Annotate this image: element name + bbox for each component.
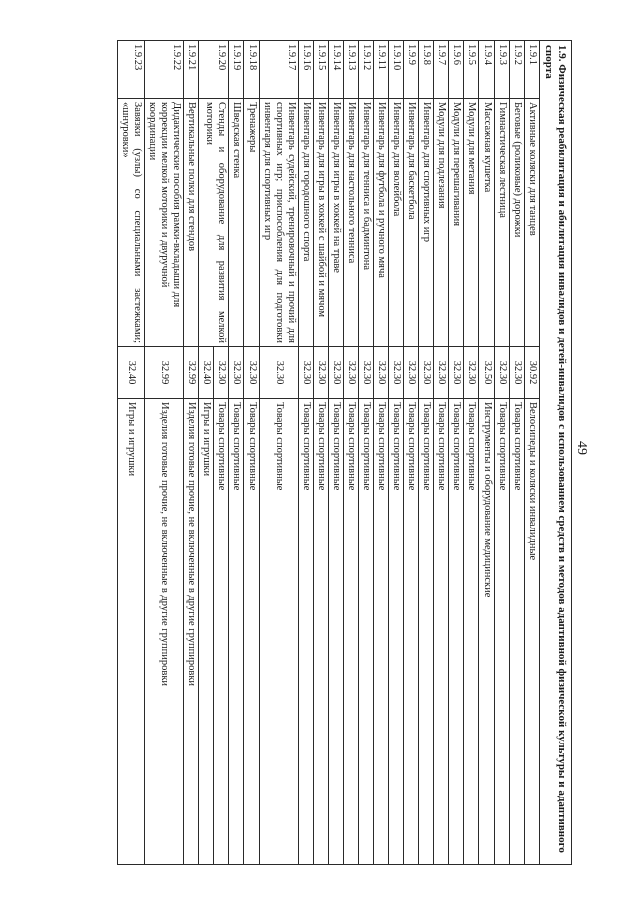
rotated-table-sheet (52, 40, 572, 864)
row-name: Инвентарь для волейбола (389, 99, 404, 347)
row-okpd-code: 32.30 (298, 347, 313, 399)
row-name: Модули для подлезания (434, 99, 449, 347)
row-code: 1.9.3 (494, 41, 509, 99)
row-name: Стенды и оборудование для развития мелкой моторики (199, 99, 229, 347)
row-okpd-code: 32.30 (434, 347, 449, 399)
row-group: Товары спортивные (389, 399, 404, 865)
row-code: 1.9.20 (199, 41, 229, 99)
row-group: Товары спортивные (358, 399, 373, 865)
row-code: 1.9.6 (449, 41, 464, 99)
row-name: Шведская стенка (229, 99, 244, 347)
row-group: Товары спортивные (313, 399, 328, 865)
table-row (313, 41, 328, 865)
row-code: 1.9.11 (374, 41, 389, 99)
table-row (404, 41, 419, 865)
row-name: Активные коляски для танцев (524, 99, 539, 347)
row-group: Товары спортивные (259, 399, 298, 865)
row-group: Товары спортивные (244, 399, 259, 865)
row-code: 1.9.4 (479, 41, 494, 99)
row-okpd-code: 32.30 (313, 347, 328, 399)
row-code: 1.9.21 (184, 41, 199, 99)
row-name: Инвентарь для настольного тенниса (343, 99, 358, 347)
row-okpd-code: 32.30 (244, 347, 259, 399)
row-code: 1.9.5 (464, 41, 479, 99)
table-row (358, 41, 373, 865)
row-okpd-code: 32.30 (404, 347, 419, 399)
row-name: Инвентарь для футбола и ручного мяча (374, 99, 389, 347)
row-okpd-code: 32.30 (358, 347, 373, 399)
row-code: 1.9.7 (434, 41, 449, 99)
row-code: 1.9.22 (145, 41, 184, 99)
table-row (374, 41, 389, 865)
table-row (494, 41, 509, 865)
table-row (117, 41, 144, 865)
row-group: Велосипеды и коляски инвалидные (524, 399, 539, 865)
row-group: Товары спортивные (509, 399, 524, 865)
row-okpd-code: 32.40 (117, 347, 144, 399)
row-name: Беговые (роликовые) дорожки (509, 99, 524, 347)
row-okpd-code: 32.30 (229, 347, 244, 399)
row-name: Инвентарь для баскетбола (404, 99, 419, 347)
row-name: Инвентарь для городошного спорта (298, 99, 313, 347)
table-row (434, 41, 449, 865)
row-code: 1.9.12 (358, 41, 373, 99)
row-group: Товары спортивные (449, 399, 464, 865)
row-okpd-code: 32.30 (464, 347, 479, 399)
table-row (509, 41, 524, 865)
row-okpd-code: 32.30 (259, 347, 298, 399)
row-code: 1.9.8 (419, 41, 434, 99)
row-code: 1.9.10 (389, 41, 404, 99)
row-name: Модули для перешагивания (449, 99, 464, 347)
row-okpd-code: 32.30 (328, 347, 343, 399)
page-number: 49 (574, 441, 589, 455)
row-name: Инвентарь для игры в хоккей с шайбой и мячом (313, 99, 328, 347)
row-group: Инструменты и оборудование медицинские (479, 399, 494, 865)
row-name: Массажная кушетка (479, 99, 494, 347)
table-row (449, 41, 464, 865)
table-row (524, 41, 539, 865)
row-okpd-code: 32.30 (374, 347, 389, 399)
row-code: 1.9.18 (244, 41, 259, 99)
table-row (145, 41, 184, 865)
row-okpd-code: 32.99 (145, 347, 184, 399)
row-code: 1.9.2 (509, 41, 524, 99)
row-name: Вертикальные полки для стендов (184, 99, 199, 347)
table-row (343, 41, 358, 865)
row-name: Инвентарь судейский, тренировочный и прочий для спортивных игр; приспособления для подготовки инвентаря для спортивных игр (259, 99, 298, 347)
table-row (214, 41, 229, 865)
row-group: Товары спортивные (343, 399, 358, 865)
row-okpd-code: 32.99 (184, 347, 199, 399)
section-header-row (539, 41, 571, 865)
classification-table (117, 40, 572, 865)
row-name: Инвентарь для игры в хоккей на траве (328, 99, 343, 347)
row-okpd-code: 32.30 (494, 347, 509, 399)
table-row (479, 41, 494, 865)
row-okpd-code: 32.30 (214, 347, 229, 399)
row-group: Товары спортивные (214, 399, 229, 865)
row-group: Игры и игрушки (117, 399, 144, 865)
table-row (419, 41, 434, 865)
row-name: Инвентарь для спортивных игр (419, 99, 434, 347)
row-group: Товары спортивные (374, 399, 389, 865)
table-row (328, 41, 343, 865)
row-group: Товары спортивные (229, 399, 244, 865)
row-okpd-code: 32.40 (199, 347, 214, 399)
row-group: Изделия готовые прочие, не включенные в другие группировки (184, 399, 199, 865)
row-okpd-code: 32.30 (343, 347, 358, 399)
row-okpd-code: 32.50 (479, 347, 494, 399)
row-code: 1.9.9 (404, 41, 419, 99)
row-code: 1.9.16 (298, 41, 313, 99)
row-group: Товары спортивные (419, 399, 434, 865)
row-code: 1.9.15 (313, 41, 328, 99)
row-okpd-code: 32.30 (389, 347, 404, 399)
row-name: Гимнастическая лестница (494, 99, 509, 347)
row-group: Игры и игрушки (199, 399, 214, 865)
row-group: Товары спортивные (494, 399, 509, 865)
row-name: Дидактические пособия рамки-вкладыши для коррекции мелкой моторики и двуручной координации (145, 99, 184, 347)
table-row (259, 41, 298, 865)
row-code: 1.9.17 (259, 41, 298, 99)
row-code: 1.9.14 (328, 41, 343, 99)
table-row (184, 41, 199, 865)
row-group: Товары спортивные (328, 399, 343, 865)
row-okpd-code: 32.30 (509, 347, 524, 399)
row-group: Товары спортивные (464, 399, 479, 865)
row-okpd-code: 30.92 (524, 347, 539, 399)
row-code: 1.9.23 (117, 41, 144, 99)
table-row (389, 41, 404, 865)
row-group: Товары спортивные (434, 399, 449, 865)
row-group: Товары спортивные (404, 399, 419, 865)
row-code: 1.9.1 (524, 41, 539, 99)
table-row (244, 41, 259, 865)
row-name: Инвентарь для тенниса и бадминтона (358, 99, 373, 347)
row-code: 1.9.19 (229, 41, 244, 99)
row-group: Изделия готовые прочие, не включенные в другие группировки (145, 399, 184, 865)
row-name: Завязки (узлы) со специальными застежками; «шнуровки» (117, 99, 144, 347)
row-name: Тренажеры (244, 99, 259, 347)
row-okpd-code: 32.30 (449, 347, 464, 399)
row-code: 1.9.13 (343, 41, 358, 99)
row-group: Товары спортивные (298, 399, 313, 865)
table-row (464, 41, 479, 865)
table-row (298, 41, 313, 865)
table-row (229, 41, 244, 865)
section-title: 1.9. Физическая реабилитация и абилитация инвалидов и детей-инвалидов с использованием средств и методов адаптивной физической культуры и адаптивного спорта (539, 41, 571, 865)
row-name: Модули для метания (464, 99, 479, 347)
row-okpd-code: 32.30 (419, 347, 434, 399)
